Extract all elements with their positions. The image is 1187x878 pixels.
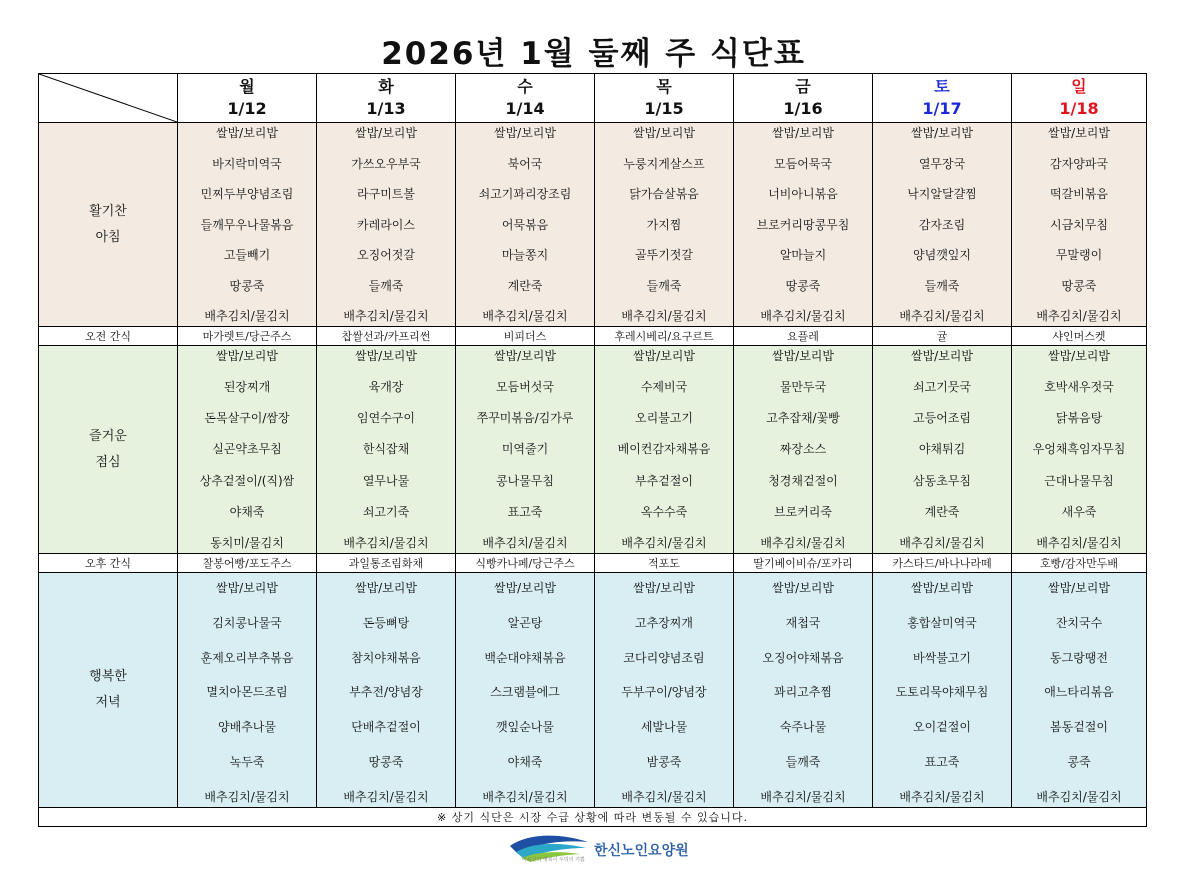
menu-item: 땅콩죽 xyxy=(1061,278,1097,293)
menu-item: 쌀밥/보리밥 xyxy=(771,126,834,140)
lunch-label xyxy=(39,346,178,554)
breakfast-cell xyxy=(317,123,456,327)
menu-item: 떡갈비볶음 xyxy=(1050,187,1108,201)
menu-item: 배추김치/물김치 xyxy=(204,309,290,323)
menu-item: 감자양파국 xyxy=(1050,156,1108,171)
logo-brand-name: 한신노인요양원 xyxy=(594,843,689,859)
menu-item: 쌀밥/보리밥 xyxy=(354,126,417,140)
dinner-cell xyxy=(734,573,873,808)
menu-item: 도토리묵야채무침 xyxy=(895,685,989,700)
day-header xyxy=(317,74,456,123)
menu-item: 고등어조림 xyxy=(913,411,971,426)
menu-item: 쇠고기꽈리장조림 xyxy=(478,187,572,201)
day-header xyxy=(456,74,595,123)
menu-item: 오리불고기 xyxy=(635,411,693,426)
menu-item: 김치콩나물국 xyxy=(212,615,282,630)
menu-item: 계란죽 xyxy=(924,504,960,519)
menu-item: 가쓰오우부국 xyxy=(351,156,421,171)
footer-logo xyxy=(508,832,738,868)
lunch-cell xyxy=(456,346,595,554)
menu-item: 육개장 xyxy=(368,380,404,395)
meal-label-line: 점심 xyxy=(95,454,121,470)
menu-item: 들깨무우나물볶음 xyxy=(200,217,294,232)
day-name: 목 xyxy=(656,77,672,96)
pm-snack-cell: 호빵/감자만두배 xyxy=(1012,554,1147,573)
menu-item: 미역줄기 xyxy=(501,442,549,457)
corner-cell xyxy=(39,74,178,123)
menu-item: 단배추겉절이 xyxy=(351,720,421,735)
menu-item: 양념깻잎지 xyxy=(913,248,971,262)
menu-item: 감자조림 xyxy=(918,217,966,232)
am-snack-cell: 요플레 xyxy=(734,327,873,346)
menu-item: 오이겉절이 xyxy=(913,720,971,735)
menu-item: 카레라이스 xyxy=(357,217,415,232)
day-header xyxy=(178,74,317,123)
menu-item: 베이컨감자채볶음 xyxy=(617,442,711,457)
menu-item: 한식잡채 xyxy=(362,442,410,457)
menu-item: 스크램블에그 xyxy=(490,685,560,700)
day-date: 1/12 xyxy=(227,99,267,118)
menu-item: 양배추나물 xyxy=(218,720,276,735)
lunch-cell xyxy=(873,346,1012,554)
am-snack-cell: 비피더스 xyxy=(456,327,595,346)
dinner-cell xyxy=(317,573,456,808)
day-header-saturday xyxy=(873,74,1012,123)
menu-item: 들깨죽 xyxy=(785,755,821,770)
menu-item: 누룽지게살스프 xyxy=(623,156,705,171)
breakfast-cell xyxy=(178,123,317,327)
menu-item: 배추김치/물김치 xyxy=(204,789,290,804)
day-header xyxy=(734,74,873,123)
menu-item: 멸치아몬드조림 xyxy=(206,685,288,700)
day-date: 1/18 xyxy=(1059,99,1099,118)
menu-item: 두부구이/양념장 xyxy=(621,685,707,700)
lunch-cell xyxy=(734,346,873,554)
menu-item: 골뚜기젓갈 xyxy=(635,248,693,262)
menu-item: 열무나물 xyxy=(362,473,410,488)
note-row xyxy=(39,808,1147,827)
pm-snack-cell: 적포도 xyxy=(595,554,734,573)
menu-item: 새우죽 xyxy=(1061,504,1097,519)
menu-item: 브로커리땅콩무침 xyxy=(756,217,850,232)
menu-item: 근대나물무침 xyxy=(1044,473,1114,488)
menu-item: 꽈리고추찜 xyxy=(774,685,832,700)
dinner-label xyxy=(39,573,178,808)
day-header xyxy=(595,74,734,123)
day-name: 월 xyxy=(239,77,255,96)
menu-item: 옥수수죽 xyxy=(640,504,688,519)
menu-item: 배추김치/물김치 xyxy=(1036,309,1122,323)
menu-item: 돈목살구이/쌈장 xyxy=(204,411,290,426)
menu-item: 백순대야채볶음 xyxy=(484,650,566,665)
menu-item: 동그랑땡전 xyxy=(1050,650,1108,665)
menu-item: 쌀밥/보리밥 xyxy=(771,349,834,363)
meal-label-line: 저녁 xyxy=(95,695,121,710)
menu-item: 부추전/양념장 xyxy=(349,685,423,700)
dinner-row xyxy=(39,573,1147,808)
menu-item: 쌀밥/보리밥 xyxy=(1047,349,1110,363)
meal-label-line: 즐거운 xyxy=(89,428,127,444)
am-snack-cell: 귤 xyxy=(873,327,1012,346)
menu-item: 야채죽 xyxy=(507,755,543,770)
menu-item: 쇠고기뭇국 xyxy=(913,380,971,395)
am-snack-row xyxy=(39,327,1147,346)
menu-item: 배추김치/물김치 xyxy=(899,789,985,804)
menu-item: 실곤약초무침 xyxy=(212,442,282,457)
menu-table xyxy=(38,73,1147,827)
menu-item: 닭볶음탕 xyxy=(1055,411,1103,426)
menu-item: 봄동겉절이 xyxy=(1050,720,1108,735)
breakfast-cell xyxy=(456,123,595,327)
menu-item: 배추김치/물김치 xyxy=(343,535,429,550)
menu-item: 계란죽 xyxy=(507,278,543,293)
menu-item: 브로커리죽 xyxy=(774,504,832,519)
menu-item: 밤콩죽 xyxy=(646,755,682,770)
menu-item: 배추김치/물김치 xyxy=(482,309,568,323)
menu-item: 쌀밥/보리밥 xyxy=(1047,581,1110,595)
lunch-row xyxy=(39,346,1147,554)
menu-item: 짜장소스 xyxy=(779,442,827,457)
meal-label-line: 아침 xyxy=(95,229,121,245)
menu-item: 쭈꾸미볶음/김가루 xyxy=(476,411,574,426)
pm-snack-cell: 찰봉어빵/포도주스 xyxy=(178,554,317,573)
menu-item: 열무장국 xyxy=(918,156,966,171)
menu-item: 바싹불고기 xyxy=(913,650,971,665)
menu-item: 콩죽 xyxy=(1067,755,1091,770)
menu-item: 어묵볶음 xyxy=(501,217,549,232)
am-snack-label: 오전 간식 xyxy=(39,327,178,346)
menu-item: 쌀밥/보리밥 xyxy=(1047,126,1110,140)
menu-item: 배추김치/물김치 xyxy=(899,535,985,550)
day-name: 금 xyxy=(795,77,811,96)
menu-item: 알마늘지 xyxy=(779,248,827,262)
menu-item: 마늘쫑지 xyxy=(501,248,549,262)
menu-item: 숙주나물 xyxy=(779,720,827,735)
lunch-cell xyxy=(595,346,734,554)
breakfast-cell xyxy=(595,123,734,327)
menu-item: 북어국 xyxy=(507,156,543,171)
menu-item: 수제비국 xyxy=(640,380,688,395)
menu-item: 배추김치/물김치 xyxy=(482,535,568,550)
meal-label-line: 활기찬 xyxy=(89,203,127,219)
day-date: 1/13 xyxy=(366,99,406,118)
menu-item: 배추김치/물김치 xyxy=(760,535,846,550)
menu-item: 땅콩죽 xyxy=(785,278,821,293)
day-name: 화 xyxy=(378,77,394,96)
am-snack-cell: 샤인머스켓 xyxy=(1012,327,1147,346)
menu-item: 코다리양념조림 xyxy=(623,650,705,665)
menu-item: 배추김치/물김치 xyxy=(343,789,429,804)
menu-item: 무말랭이 xyxy=(1055,248,1103,262)
menu-item: 쌀밥/보리밥 xyxy=(493,126,556,140)
menu-item: 알곤탕 xyxy=(507,615,543,630)
lunch-cell xyxy=(178,346,317,554)
menu-item: 배추김치/물김치 xyxy=(621,535,707,550)
menu-item: 녹두죽 xyxy=(229,755,265,770)
menu-item: 청경채겉절이 xyxy=(768,473,838,488)
menu-item: 모듬버섯국 xyxy=(496,380,554,395)
day-date: 1/14 xyxy=(505,99,545,118)
logo-tagline: 어르신의 행복이 우리의 기쁨 xyxy=(522,857,585,863)
menu-item: 우엉채흑임자무침 xyxy=(1032,442,1126,457)
dinner-cell xyxy=(873,573,1012,808)
menu-item: 쌀밥/보리밥 xyxy=(910,126,973,140)
menu-item: 표고죽 xyxy=(507,504,543,519)
menu-item: 쌀밥/보리밥 xyxy=(910,581,973,595)
menu-item: 세발나물 xyxy=(640,720,688,735)
menu-item: 훈제오리부추볶음 xyxy=(200,650,294,665)
breakfast-cell xyxy=(734,123,873,327)
menu-item: 쇠고기죽 xyxy=(362,504,410,519)
menu-item: 너비아니볶음 xyxy=(768,187,838,201)
diagonal-line xyxy=(39,74,177,122)
menu-item: 참치야채볶음 xyxy=(351,650,421,665)
header-row xyxy=(39,74,1147,123)
menu-item: 재첩국 xyxy=(785,615,821,630)
dinner-cell xyxy=(595,573,734,808)
day-date: 1/16 xyxy=(783,99,823,118)
menu-item: 쌀밥/보리밥 xyxy=(215,349,278,363)
menu-item: 가지찜 xyxy=(646,217,682,232)
menu-item: 호박새우젓국 xyxy=(1044,380,1114,395)
dinner-cell xyxy=(1012,573,1147,808)
page-title: 2026년 1월 둘째 주 식단표 xyxy=(381,36,806,72)
am-snack-cell: 찹쌀선과/카프리썬 xyxy=(317,327,456,346)
menu-item: 들깨죽 xyxy=(924,278,960,293)
menu-item: 상추겉절이/(직)쌈 xyxy=(199,473,295,488)
menu-item: 표고죽 xyxy=(924,755,960,770)
menu-item: 배추김치/물김치 xyxy=(1036,789,1122,804)
pm-snack-row xyxy=(39,554,1147,573)
pm-snack-cell: 카스타드/바나나라떼 xyxy=(873,554,1012,573)
day-name: 수 xyxy=(517,77,533,96)
menu-item: 닭가슴살볶음 xyxy=(629,187,699,201)
menu-item: 쌀밥/보리밥 xyxy=(493,581,556,595)
menu-item: 깻잎순나물 xyxy=(496,720,554,735)
menu-item: 쌀밥/보리밥 xyxy=(493,349,556,363)
menu-item: 배추김치/물김치 xyxy=(343,309,429,323)
menu-item: 오징어젓갈 xyxy=(357,248,415,262)
day-date: 1/15 xyxy=(644,99,684,118)
menu-item: 물만두국 xyxy=(779,380,827,395)
pm-snack-cell: 딸기베이비슈/포카리 xyxy=(734,554,873,573)
menu-item: 쌀밥/보리밥 xyxy=(632,126,695,140)
breakfast-cell xyxy=(1012,123,1147,327)
menu-item: 돈등뼈탕 xyxy=(362,615,410,630)
menu-item: 바지락미역국 xyxy=(212,156,282,171)
pm-snack-cell: 과일통조림화채 xyxy=(317,554,456,573)
footnote: ※ 상기 식단은 시장 수급 상황에 따라 변동될 수 있습니다. xyxy=(39,808,1147,827)
menu-item: 쌀밥/보리밥 xyxy=(632,349,695,363)
day-name: 일 xyxy=(1071,77,1087,96)
day-name: 토 xyxy=(934,77,950,96)
pm-snack-cell: 식빵카나페/당근주스 xyxy=(456,554,595,573)
dinner-cell xyxy=(178,573,317,808)
menu-item: 쌀밥/보리밥 xyxy=(215,126,278,140)
menu-item: 쌀밥/보리밥 xyxy=(771,581,834,595)
menu-item: 땅콩죽 xyxy=(229,278,265,293)
menu-item: 야채튀김 xyxy=(918,442,966,457)
lunch-cell xyxy=(317,346,456,554)
menu-item: 들깨죽 xyxy=(368,278,404,293)
menu-item: 배추김치/물김치 xyxy=(760,789,846,804)
lunch-cell xyxy=(1012,346,1147,554)
menu-item: 모듬어묵국 xyxy=(774,156,832,171)
breakfast-row xyxy=(39,123,1147,327)
menu-item: 쌀밥/보리밥 xyxy=(215,581,278,595)
am-snack-cell: 마가렛트/당근주스 xyxy=(178,327,317,346)
menu-item: 고추잡채/꽃빵 xyxy=(766,411,840,426)
dinner-cell xyxy=(456,573,595,808)
meal-label-line: 행복한 xyxy=(89,669,127,684)
pm-snack-label: 오후 간식 xyxy=(39,554,178,573)
menu-item: 고들빼기 xyxy=(223,248,271,262)
breakfast-label xyxy=(39,123,178,327)
menu-item: 들깨죽 xyxy=(646,278,682,293)
menu-item: 쌀밥/보리밥 xyxy=(910,349,973,363)
menu-item: 민찌두부양념조림 xyxy=(200,187,294,201)
menu-item: 배추김치/물김치 xyxy=(482,789,568,804)
day-header-sunday xyxy=(1012,74,1147,123)
day-date: 1/17 xyxy=(922,99,962,118)
menu-item: 삼동초무침 xyxy=(913,473,971,488)
menu-item: 배추김치/물김치 xyxy=(1036,535,1122,550)
menu-item: 배추김치/물김치 xyxy=(899,309,985,323)
menu-item: 고추장찌개 xyxy=(635,615,693,630)
menu-item: 홍합살미역국 xyxy=(907,615,977,630)
menu-item: 배추김치/물김치 xyxy=(621,789,707,804)
menu-item: 오징어야채볶음 xyxy=(762,650,844,665)
menu-item: 애느타리볶음 xyxy=(1044,685,1114,700)
menu-item: 라구미트볼 xyxy=(357,187,415,201)
menu-item: 부추겉절이 xyxy=(635,473,693,488)
menu-item: 콩나물무침 xyxy=(496,473,554,488)
menu-item: 야채죽 xyxy=(229,504,265,519)
menu-item: 쌀밥/보리밥 xyxy=(354,581,417,595)
menu-item: 쌀밥/보리밥 xyxy=(632,581,695,595)
menu-item: 배추김치/물김치 xyxy=(760,309,846,323)
menu-item: 배추김치/물김치 xyxy=(621,309,707,323)
breakfast-cell xyxy=(873,123,1012,327)
menu-item: 시금치무침 xyxy=(1050,217,1108,232)
am-snack-cell: 후레시베리/요구르트 xyxy=(595,327,734,346)
menu-item: 쌀밥/보리밥 xyxy=(354,349,417,363)
menu-item: 된장찌개 xyxy=(223,380,271,395)
menu-item: 임연수구이 xyxy=(357,411,415,426)
menu-item: 동치미/물김치 xyxy=(210,535,284,550)
menu-item: 낙지알달걀찜 xyxy=(907,187,977,201)
menu-item: 잔치국수 xyxy=(1055,615,1103,630)
menu-item: 땅콩죽 xyxy=(368,755,404,770)
